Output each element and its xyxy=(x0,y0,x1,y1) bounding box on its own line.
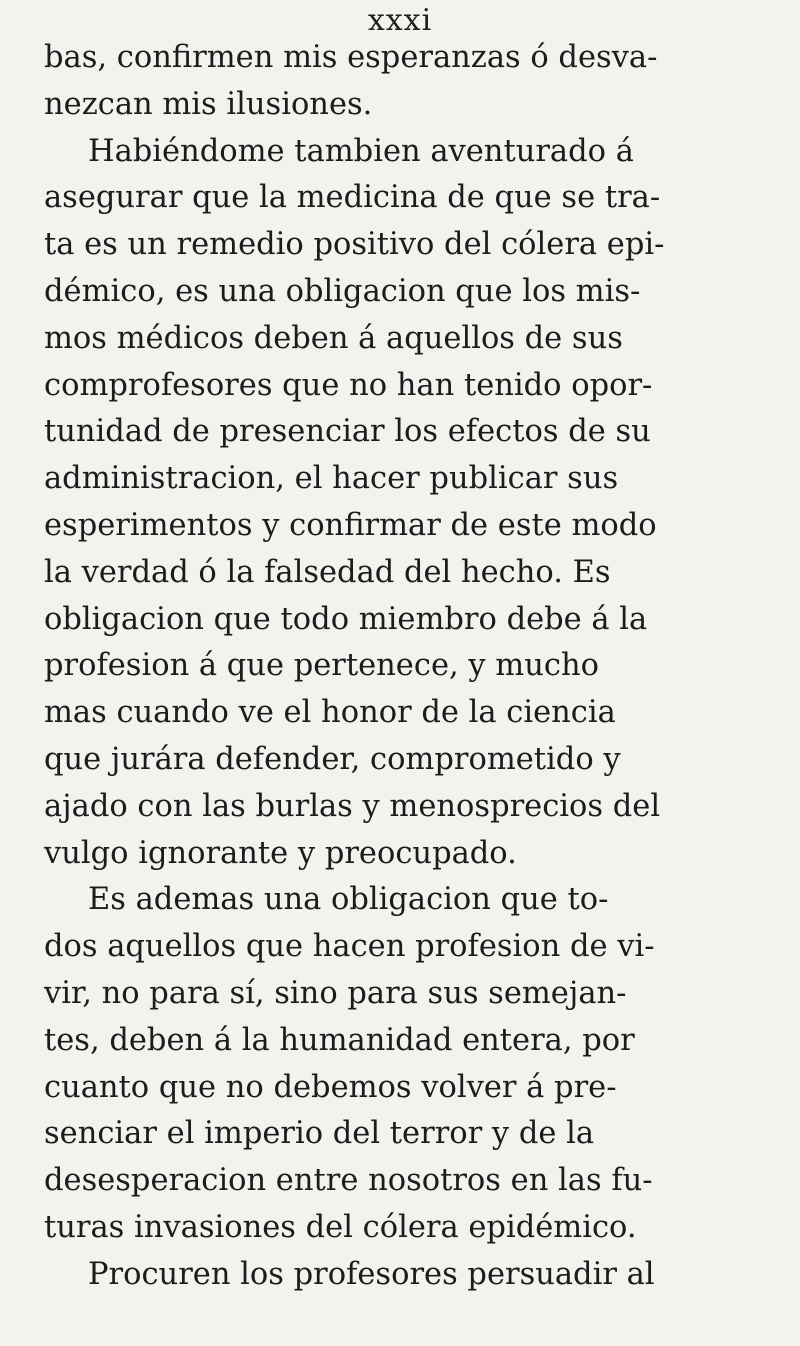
text-line: démico, es una obligacion que los mis- xyxy=(44,273,641,309)
text-line: cuanto que no debemos volver á pre- xyxy=(44,1069,617,1105)
text-line: comprofesores que no han tenido opor- xyxy=(44,367,653,403)
text-line: desesperacion entre nosotros en las fu- xyxy=(44,1163,653,1199)
text-line: ajado con las burlas y menosprecios del xyxy=(44,788,661,824)
text-line: vir, no para sí, sino para sus semejan- xyxy=(44,975,627,1011)
text-line: senciar el imperio del terror y de la xyxy=(44,1116,595,1152)
text-line: esperimentos y confirmar de este modo xyxy=(44,507,657,543)
text-line: mas cuando ve el honor de la ciencia xyxy=(44,695,616,731)
text-line: vulgo ignorante y preocupado. xyxy=(44,835,517,871)
text-line: obligacion que todo miembro debe á la xyxy=(44,601,648,637)
text-line: dos aquellos que hacen profesion de vi- xyxy=(44,929,655,965)
text-line: administracion, el hacer publicar sus xyxy=(44,461,619,497)
text-line: asegurar que la medicina de que se tra- xyxy=(44,180,661,216)
text-line: Habiéndome tambien aventurado á xyxy=(88,133,634,169)
body-text xyxy=(44,35,772,1299)
text-line: Procuren los profesores persuadir al xyxy=(88,1256,655,1292)
text-line: turas invasiones del cólera epidémico. xyxy=(44,1209,637,1245)
text-line: tunidad de presenciar los efectos de su xyxy=(44,414,651,450)
page-number: xxxi xyxy=(367,3,433,38)
text-line: ta es un remedio positivo del cólera epi- xyxy=(44,227,665,263)
text-line: Es ademas una obligacion que to- xyxy=(88,882,609,918)
text-line: tes, deben á la humanidad entera, por xyxy=(44,1022,635,1058)
text-line: la verdad ó la falsedad del hecho. Es xyxy=(44,554,611,590)
text-line: que jurára defender, comprometido y xyxy=(44,741,621,777)
text-line: nezcan mis ilusiones. xyxy=(44,86,373,122)
text-line: bas, confirmen mis esperanzas ó desva- xyxy=(44,40,658,75)
text-line: profesion á que pertenece, y mucho xyxy=(44,648,599,684)
text-line: mos médicos deben á aquellos de sus xyxy=(44,320,623,356)
